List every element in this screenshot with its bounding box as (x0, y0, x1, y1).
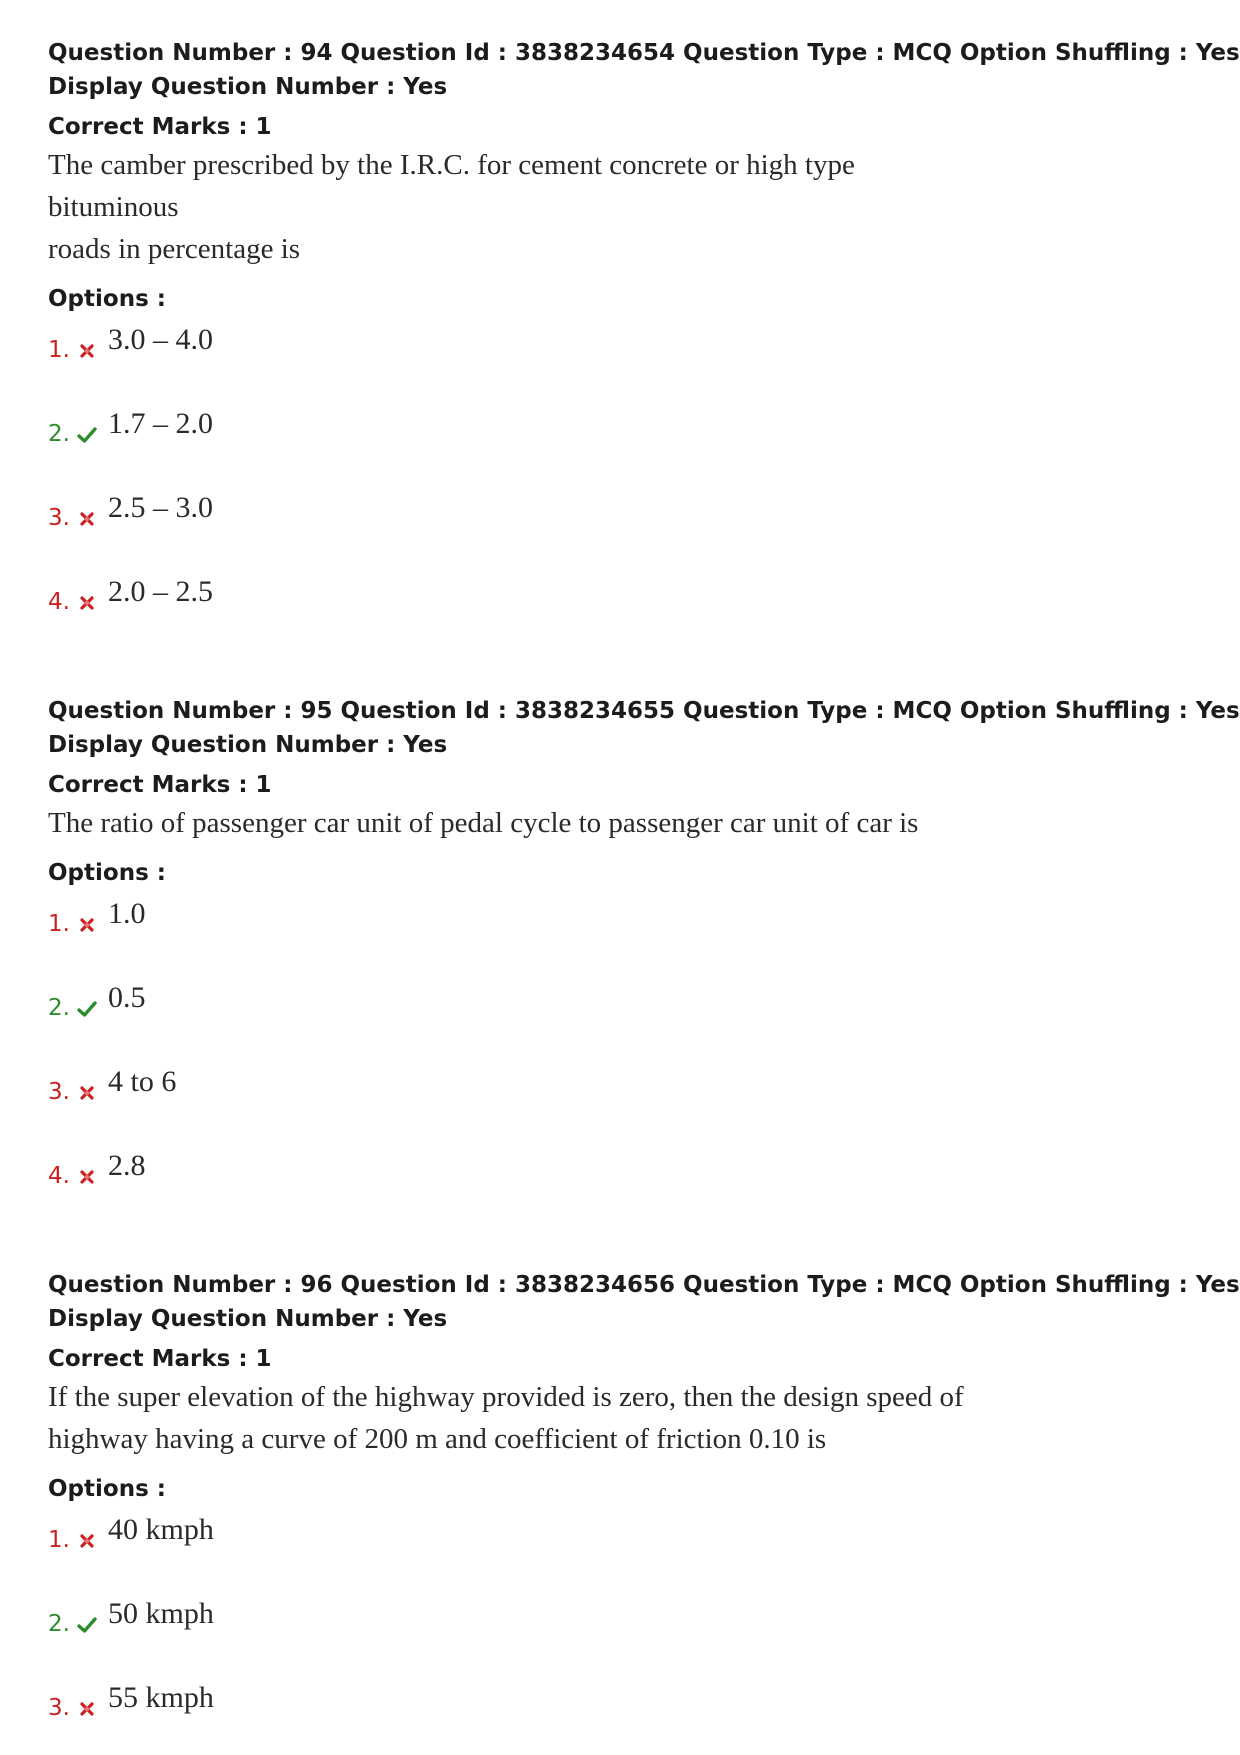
question-block-95 (48, 694, 1240, 1190)
option-text: 2.0 – 2.5 (108, 575, 213, 608)
option-item (48, 1598, 1198, 1638)
question-text (48, 802, 968, 844)
display-question-number-line: Display Question Number : Yes (48, 732, 448, 758)
question-text (48, 144, 968, 270)
option-text: 0.5 (108, 981, 146, 1014)
option-item (48, 408, 1198, 448)
option-item (48, 1682, 1198, 1722)
cross-icon (76, 914, 98, 936)
cross-icon (76, 1166, 98, 1188)
option-number: 2. (48, 1611, 70, 1637)
display-question-number-line: Display Question Number : Yes (48, 1306, 448, 1332)
option-item (48, 324, 1198, 364)
option-text: 1.7 – 2.0 (108, 407, 213, 440)
cross-icon (76, 1082, 98, 1104)
option-item (48, 576, 1198, 616)
option-number: 3. (48, 1079, 70, 1105)
correct-marks: Correct Marks : 1 (48, 772, 272, 798)
question-text-line: If the super elevation of the highway provided is zero, then the design speed of (48, 1381, 964, 1413)
option-item (48, 1514, 1198, 1554)
check-icon (76, 424, 98, 446)
option-number: 1. (48, 1527, 70, 1553)
option-item (48, 1066, 1198, 1106)
question-block-94 (48, 36, 1240, 616)
display-question-number-line: Display Question Number : Yes (48, 74, 448, 100)
question-paper-page (48, 36, 1240, 1722)
options-label: Options : (48, 1476, 166, 1502)
question-text-line: The camber prescribed by the I.R.C. for cement concrete or high type bituminous (48, 149, 855, 223)
question-meta-line: Question Number : 96 Question Id : 3838234656 Question Type : MCQ Option Shuffling : Yes (48, 1272, 1240, 1298)
option-number: 2. (48, 421, 70, 447)
question-text (48, 1376, 968, 1460)
option-text: 2.5 – 3.0 (108, 491, 213, 524)
cross-icon (76, 1530, 98, 1552)
correct-marks: Correct Marks : 1 (48, 114, 272, 140)
question-text-line: The ratio of passenger car unit of pedal cycle to passenger car unit of car is (48, 807, 919, 839)
option-text: 50 kmph (108, 1597, 214, 1630)
options-label: Options : (48, 860, 166, 886)
cross-icon (76, 1698, 98, 1720)
question-text-line: highway having a curve of 200 m and coefficient of friction 0.10 is (48, 1423, 827, 1455)
option-number: 4. (48, 1163, 70, 1189)
options-label: Options : (48, 286, 166, 312)
question-meta-line: Question Number : 94 Question Id : 3838234654 Question Type : MCQ Option Shuffling : Yes (48, 40, 1240, 66)
option-text: 2.8 (108, 1149, 146, 1182)
option-text: 3.0 – 4.0 (108, 323, 213, 356)
cross-icon (76, 340, 98, 362)
option-number: 3. (48, 505, 70, 531)
option-number: 1. (48, 337, 70, 363)
option-item (48, 1150, 1198, 1190)
option-text: 1.0 (108, 897, 146, 930)
question-meta-line: Question Number : 95 Question Id : 3838234655 Question Type : MCQ Option Shuffling : Yes (48, 698, 1240, 724)
correct-marks: Correct Marks : 1 (48, 1346, 272, 1372)
option-number: 4. (48, 589, 70, 615)
option-item (48, 492, 1198, 532)
check-icon (76, 998, 98, 1020)
option-text: 40 kmph (108, 1513, 214, 1546)
question-text-line: roads in percentage is (48, 233, 301, 265)
option-number: 1. (48, 911, 70, 937)
check-icon (76, 1614, 98, 1636)
cross-icon (76, 508, 98, 530)
option-number: 3. (48, 1695, 70, 1721)
option-item (48, 982, 1198, 1022)
cross-icon (76, 592, 98, 614)
option-number: 2. (48, 995, 70, 1021)
option-item (48, 898, 1198, 938)
question-block-96 (48, 1268, 1240, 1722)
option-text: 55 kmph (108, 1681, 214, 1714)
option-text: 4 to 6 (108, 1065, 177, 1098)
